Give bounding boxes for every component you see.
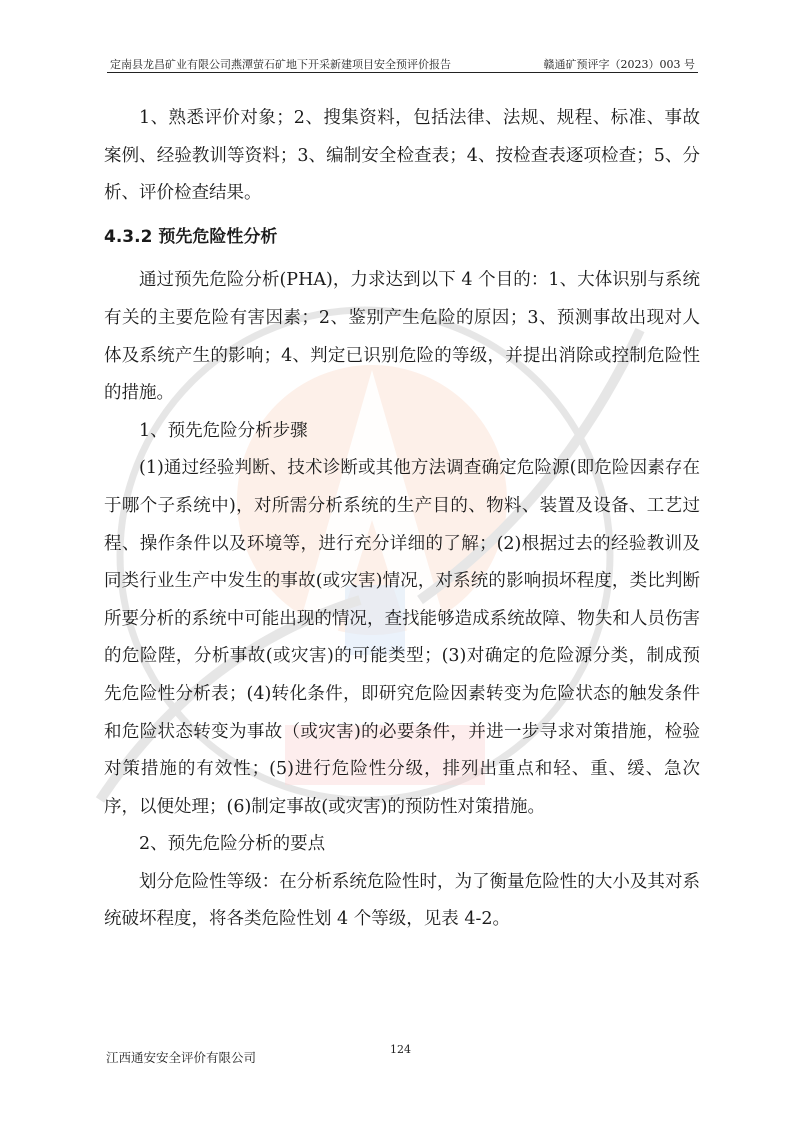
page-body	[104, 100, 700, 939]
subheading-pha-keypoints: 2、预先危险分析的要点	[139, 834, 326, 855]
paragraph-pha-goals: 通过预先危险分析(PHA)，力求达到以下 4 个目的：1、大体识别与系统有关的主要危险有害因素；2、鉴别产生危险的原因；3、预测事故出现对人体及系统产生的影响；4、判定已识别危险的等级，并提出消除或控制危险性的措施。	[104, 270, 700, 404]
section-heading-pha: 4.3.2 预先危险性分析	[104, 226, 278, 247]
page-header	[107, 54, 698, 73]
paragraph-checklist-steps: 1、熟悉评价对象；2、搜集资料，包括法律、法规、规程、标准、事故案例、经验教训等资料；3、编制安全检查表；4、按检查表逐项检查；5、分析、评价检查结果。	[104, 108, 700, 204]
paragraph-pha-steps: (1)通过经验判断、技术诊断或其他方法调查确定危险源(即危险因素存在于哪个子系统中)，对所需分析系统的生产目的、物料、装置及设备、工艺过程、操作条件以及环境等，进行充分详细的了解；(2)根据过去的经验教训及同类行业生产中发生的事故(或灾害)情况，对系统的影响损坏程度，类比判断所要分析的系统中可能出现的情况，查找能够造成系统故障、物失和人员伤害的危险陛，分析事故(或灾害)的可能类型；(3)对确定的危险源分类，制成预先危险性分析表；(4)转化条件，即研究危险因素转变为危险状态的触发条件和危险状态转变为事故（或灾害)的必要条件，并进一步寻求对策措施，检验对策措施的有效性；(5)进行危险性分级，排列出重点和轻、重、缓、急次序，以便处理；(6)制定事故(或灾害)的预防性对策措施。	[104, 458, 700, 817]
header-report-title: 定南县龙昌矿业有限公司燕潭萤石矿地下开采新建项目安全预评价报告	[110, 58, 451, 71]
paragraph-hazard-levels: 划分危险性等级：在分析系统危险性时，为了衡量危险性的大小及其对系统破坏程度，将各类危险性划 4 个等级，见表 4-2。	[104, 871, 700, 930]
footer-company: 江西通安安全评价有限公司	[106, 1050, 257, 1065]
page-number: 124	[390, 1043, 411, 1056]
header-report-number: 赣通矿预评字（2023）003 号	[543, 58, 695, 71]
subheading-pha-steps: 1、预先危险分析步骤	[139, 420, 308, 441]
